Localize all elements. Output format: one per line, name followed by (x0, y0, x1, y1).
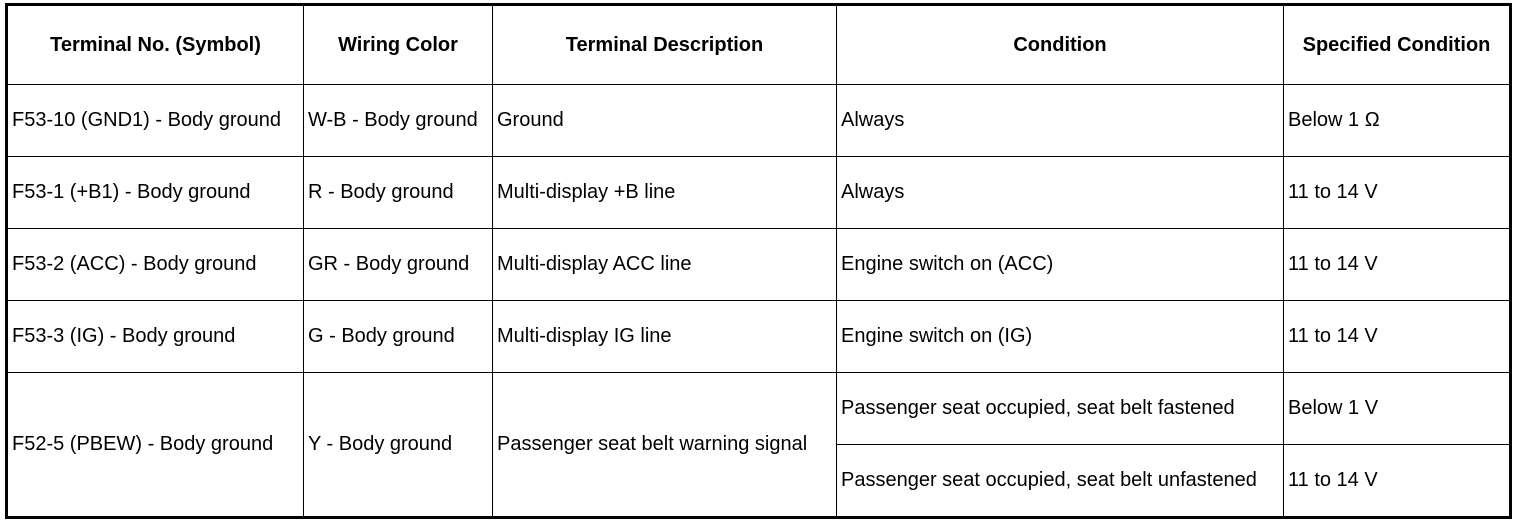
terminal-cell: F53-10 (GND1) - Body ground (7, 85, 304, 157)
specified-condition-cell: Below 1 Ω (1284, 85, 1511, 157)
header-row (7, 5, 1511, 85)
description-cell: Ground (493, 85, 837, 157)
table-row (7, 85, 1511, 157)
condition-cell: Always (837, 85, 1284, 157)
wiring-color-cell: G - Body ground (304, 301, 493, 373)
description-cell: Multi-display IG line (493, 301, 837, 373)
condition-cell: Engine switch on (ACC) (837, 229, 1284, 301)
table-row (7, 157, 1511, 229)
specified-condition-cell: 11 to 14 V (1284, 445, 1511, 518)
header-terminal-description: Terminal Description (493, 5, 837, 85)
condition-cell: Engine switch on (IG) (837, 301, 1284, 373)
terminal-spec-table-container (5, 3, 1512, 519)
specified-condition-cell: 11 to 14 V (1284, 157, 1511, 229)
terminal-cell: F52-5 (PBEW) - Body ground (7, 373, 304, 518)
wiring-color-cell: R - Body ground (304, 157, 493, 229)
table-row (7, 229, 1511, 301)
description-cell: Multi-display ACC line (493, 229, 837, 301)
specified-condition-cell: 11 to 14 V (1284, 229, 1511, 301)
description-cell: Multi-display +B line (493, 157, 837, 229)
wiring-color-cell: GR - Body ground (304, 229, 493, 301)
header-terminal: Terminal No. (Symbol) (7, 5, 304, 85)
condition-cell: Always (837, 157, 1284, 229)
specified-condition-cell: Below 1 V (1284, 373, 1511, 445)
header-wiring-color: Wiring Color (304, 5, 493, 85)
table-row (7, 301, 1511, 373)
condition-cell: Passenger seat occupied, seat belt fastened (837, 373, 1284, 445)
terminal-cell: F53-3 (IG) - Body ground (7, 301, 304, 373)
wiring-color-cell: Y - Body ground (304, 373, 493, 518)
terminal-cell: F53-1 (+B1) - Body ground (7, 157, 304, 229)
header-specified-condition: Specified Condition (1284, 5, 1511, 85)
terminal-cell: F53-2 (ACC) - Body ground (7, 229, 304, 301)
header-condition: Condition (837, 5, 1284, 85)
wiring-color-cell: W-B - Body ground (304, 85, 493, 157)
specified-condition-cell: 11 to 14 V (1284, 301, 1511, 373)
table-row (7, 373, 1511, 445)
terminal-spec-table (5, 3, 1512, 519)
condition-cell: Passenger seat occupied, seat belt unfastened (837, 445, 1284, 518)
description-cell: Passenger seat belt warning signal (493, 373, 837, 518)
